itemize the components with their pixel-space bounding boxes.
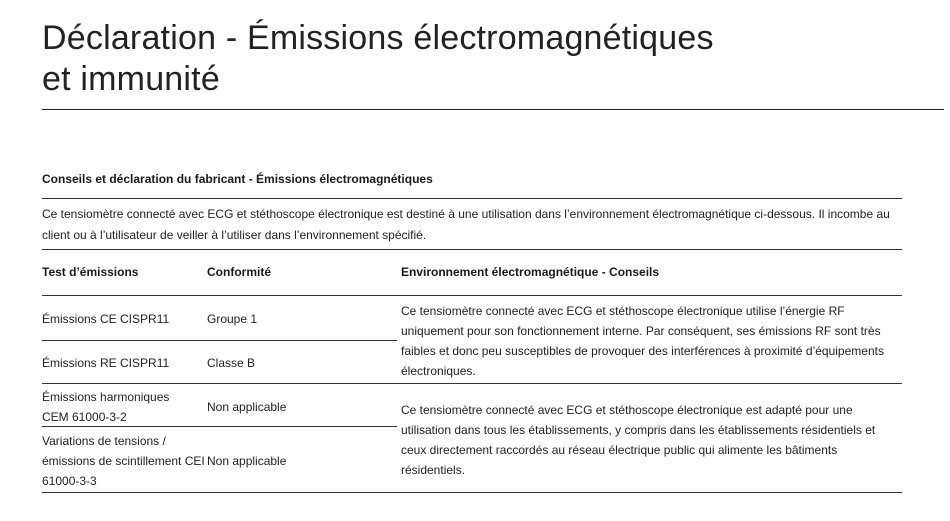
section-heading: Conseils et déclaration du fabricant - Émissions électromagnétiques <box>42 172 433 186</box>
row-1-conformity: Groupe 1 <box>207 312 258 326</box>
row-2-test: Émissions RE CISPR11 <box>42 356 170 370</box>
header-divider <box>42 295 902 296</box>
header-guidance: Environnement électromagnétique - Conseils <box>401 265 660 279</box>
group-divider <box>42 383 902 384</box>
row-3-test: Émissions harmoniques CEM 61000-3-2 <box>42 390 170 424</box>
row-4-test: Variations de tensions / émissions de scintillement CEI 61000-3-3 <box>42 434 205 488</box>
header-conformity: Conformité <box>207 265 271 279</box>
page-title-line-1: Déclaration - Émissions électromagnétiques <box>42 19 714 57</box>
row-2-conformity: Classe B <box>207 356 256 370</box>
table-divider-bottom <box>42 492 902 493</box>
section-intro: Ce tensiomètre connecté avec ECG et stéthoscope électronique est destiné à une utilisation dans l’environnement électromagnétique ci-dessous. Il incombe au client ou à l’utilisateur de veiller à l’utiliser dans l’environnement spécifié. <box>42 207 890 242</box>
header-test: Test d’émissions <box>42 265 139 279</box>
row-1-divider <box>42 340 397 341</box>
row-3-divider <box>42 426 397 427</box>
title-divider <box>42 109 944 110</box>
section-divider-top <box>42 198 902 199</box>
row-4-conformity: Non applicable <box>207 454 287 468</box>
table-divider-top <box>42 249 902 250</box>
page-title-line-2: et immunité <box>42 60 220 98</box>
row-3-conformity: Non applicable <box>207 400 287 414</box>
guidance-1: Ce tensiomètre connecté avec ECG et stéthoscope électronique utilise l’énergie RF uniquement pour son fonctionnement interne. Par conséquent, ses émissions RF sont très faibles et donc peu susceptibles de provoquer des interférences à proximité d’équipements électroniques. <box>401 304 884 378</box>
page-title <box>42 18 714 100</box>
guidance-2: Ce tensiomètre connecté avec ECG et stéthoscope électronique est adapté pour une utilisation dans tous les établissements, y compris dans les établissements résidentiels et ceux directement raccordés au réseau électrique public qui alimente les bâtiments résidentiels. <box>401 403 876 477</box>
row-1-test: Émissions CE CISPR11 <box>42 312 170 326</box>
